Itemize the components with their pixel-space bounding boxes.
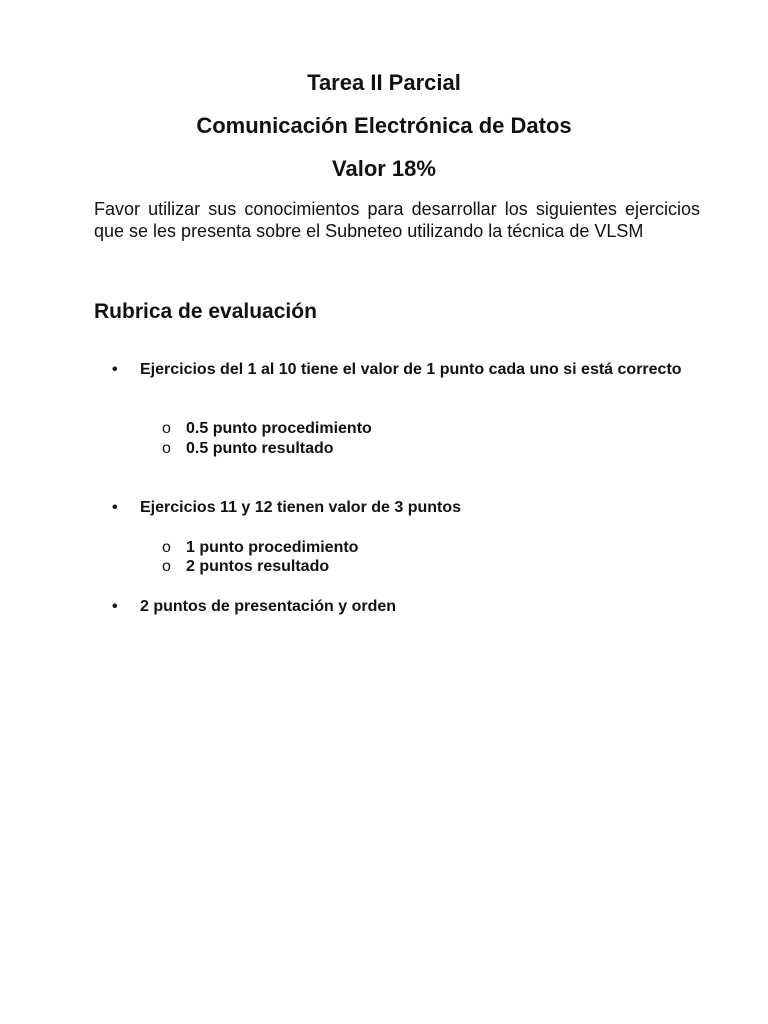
bullet-icon: • bbox=[112, 598, 118, 615]
rubric-item-text: 2 puntos de presentación y orden bbox=[140, 598, 397, 615]
bullet-icon: • bbox=[112, 361, 118, 378]
rubric-subitem-text: 1 punto procedimiento bbox=[186, 539, 359, 556]
course-title: Comunicación Electrónica de Datos bbox=[196, 113, 572, 138]
rubric-subitem-text: 2 puntos resultado bbox=[186, 558, 330, 575]
rubric-item-text: Ejercicios del 1 al 10 tiene el valor de 1 punto cada uno si está correcto bbox=[140, 361, 682, 378]
instructions-paragraph: Favor utilizar sus conocimientos para desarrollar los siguientes ejercicios que se les presenta sobre el Subneteo utilizando la técnica de VLSM bbox=[94, 199, 700, 241]
rubric-subitem-text: 0.5 punto resultado bbox=[186, 440, 334, 457]
rubric-item-presentation bbox=[112, 597, 700, 619]
rubric-heading: Rubrica de evaluación bbox=[94, 300, 317, 323]
rubric-item-text: Ejercicios 11 y 12 tienen valor de 3 puntos bbox=[140, 499, 462, 516]
sub-bullet-icon: o bbox=[162, 440, 171, 457]
bullet-icon: • bbox=[112, 499, 118, 516]
sub-bullet-icon: o bbox=[162, 420, 171, 437]
sub-bullet-icon: o bbox=[162, 558, 171, 575]
rubric-subitem-text: 0.5 punto procedimiento bbox=[186, 420, 372, 437]
sub-bullet-icon: o bbox=[162, 539, 171, 556]
rubric-item-exercises-11-12 bbox=[112, 498, 700, 520]
rubric-item-exercises-1-10 bbox=[112, 360, 700, 404]
assignment-value: Valor 18% bbox=[332, 156, 436, 181]
document-title: Tarea II Parcial bbox=[307, 70, 461, 95]
